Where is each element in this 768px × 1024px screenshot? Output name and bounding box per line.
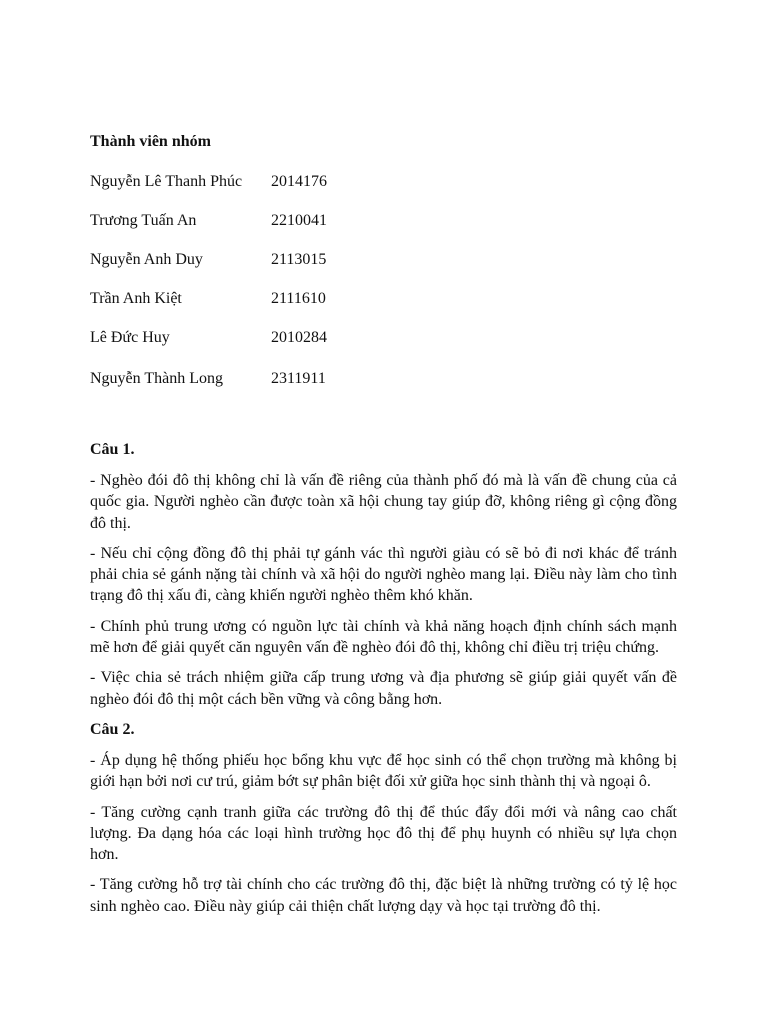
question-title: Câu 2. bbox=[90, 721, 135, 738]
member-name: Nguyễn Anh Duy bbox=[90, 251, 203, 268]
member-name: Nguyễn Thành Long bbox=[90, 370, 224, 387]
answer-paragraph: - Chính phủ trung ương có nguồn lực tài chính và khả năng hoạch định chính sách mạnh mẽ hơn để giải quyết căn nguyên vấn đề nghèo đói đô thị, không chỉ điều trị triệu chứng. bbox=[90, 617, 677, 657]
members-heading: Thành viên nhóm bbox=[90, 133, 211, 150]
question-1 bbox=[90, 440, 677, 710]
member-id: 2010284 bbox=[271, 329, 327, 346]
member-name: Trần Anh Kiệt bbox=[90, 290, 182, 307]
member-id: 2210041 bbox=[271, 212, 327, 229]
member-id: 2113015 bbox=[271, 251, 327, 268]
member-id: 2111610 bbox=[271, 290, 326, 307]
member-id: 2311911 bbox=[271, 370, 326, 387]
member-name: Trương Tuấn An bbox=[90, 212, 197, 229]
answer-paragraph: - Việc chia sẻ trách nhiệm giữa cấp trung ương và địa phương sẽ giúp giải quyết vấn đề nghèo đói đô thị một cách bền vững và công bằng hơn. bbox=[90, 669, 677, 708]
question-2 bbox=[90, 720, 677, 917]
member-name: Nguyễn Lê Thanh Phúc bbox=[90, 173, 243, 190]
answer-paragraph: - Nếu chỉ cộng đồng đô thị phải tự gánh vác thì người giàu có sẽ bỏ đi nơi khác để tránh phải chia sẻ gánh nặng tài chính và xã hội do người nghèo mang lại. Điều này làm cho tình trạng đô thị xấu đi, càng khiến người nghèo thêm khó khăn. bbox=[90, 544, 677, 605]
answer-paragraph: - Áp dụng hệ thống phiếu học bổng khu vực để học sinh có thể chọn trường mà không bị giới hạn bởi nơi cư trú, giảm bớt sự phân biệt đối xử giữa học sinh thành thị và ngoại ô. bbox=[90, 752, 677, 791]
answer-paragraph: - Tăng cường hỗ trợ tài chính cho các trường đô thị, đặc biệt là những trường có tỷ lệ học sinh nghèo cao. Điều này giúp cải thiện chất lượng dạy và học tại trường đô thị. bbox=[90, 876, 677, 915]
answer-paragraph: - Nghèo đói đô thị không chỉ là vấn đề riêng của thành phố đó mà là vấn đề chung của cả quốc gia. Người nghèo cần được toàn xã hội chung tay giúp đỡ, không riêng gì cộng đồng đô thị. bbox=[90, 472, 677, 532]
member-id: 2014176 bbox=[271, 173, 327, 190]
answer-paragraph: - Tăng cường cạnh tranh giữa các trường đô thị để thúc đẩy đổi mới và nâng cao chất lượng. Đa dạng hóa các loại hình trường học đô thị để phụ huynh có nhiều sự lựa chọn hơn. bbox=[90, 803, 677, 864]
question-title: Câu 1. bbox=[90, 441, 135, 458]
member-name: Lê Đức Huy bbox=[90, 329, 170, 346]
